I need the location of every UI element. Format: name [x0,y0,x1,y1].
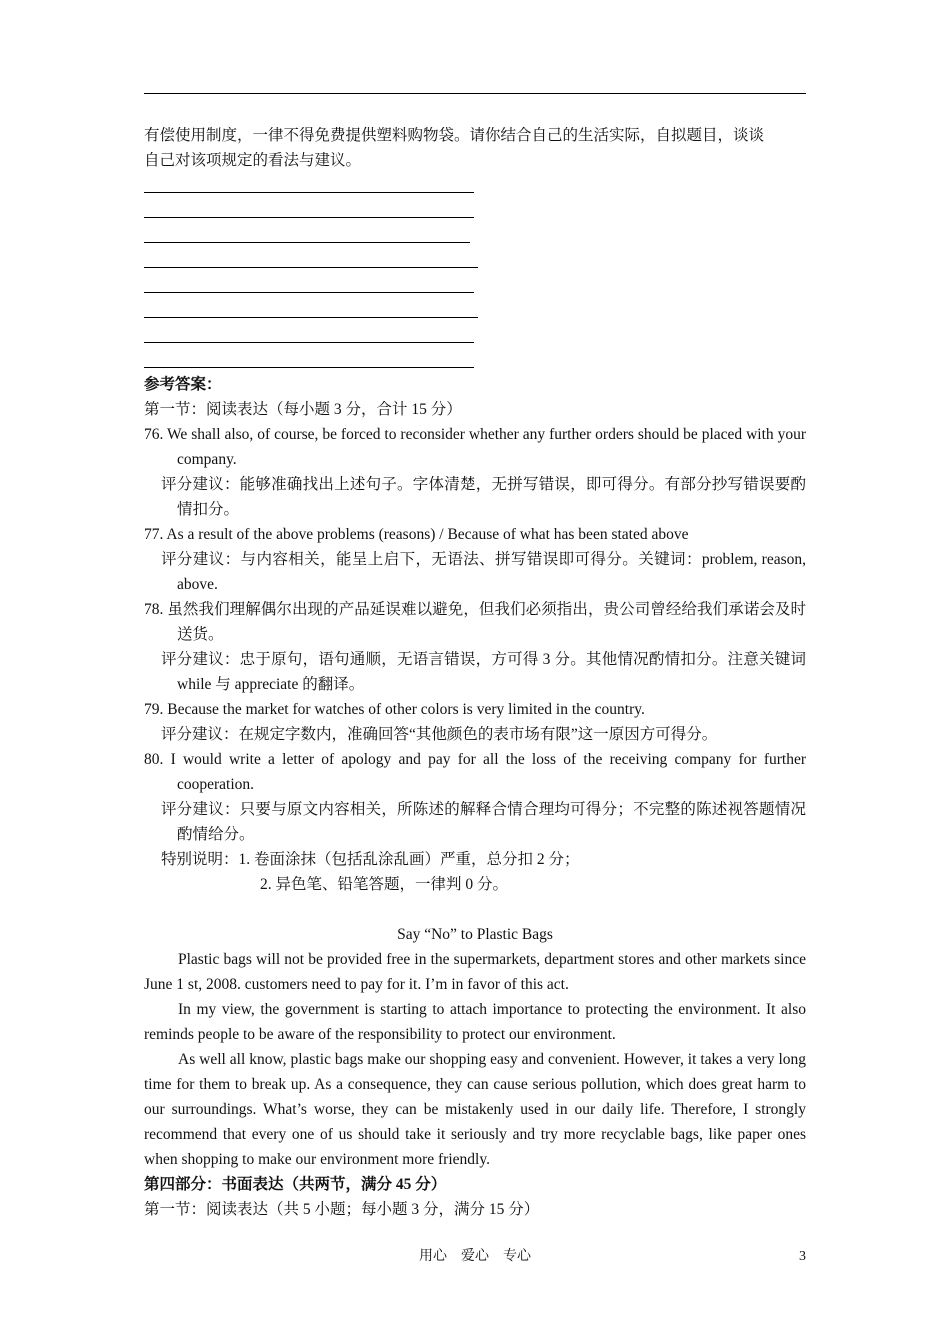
answer-79-note: 评分建议：在规定字数内，准确回答“其他颜色的表市场有限”这一原因方可得分。 [161,726,718,743]
answer-76-note: 评分建议：能够准确找出上述句子。字体清楚，无拼写错误，即可得分。有部分抄写错误要酌情扣分。 [161,476,806,518]
blank-line [144,242,470,243]
answer-78: 78. 虽然我们理解偶尔出现的产品延误难以避免，但我们必须指出，贵公司曾经给我们承诺会及时送货。 [144,601,806,643]
blank-line [144,292,474,293]
footer-motto: 用心 爱心 专心 [419,1249,531,1264]
part-4-section-1: 第一节：阅读表达（共 5 小题；每小题 3 分，满分 15 分） [144,1201,540,1218]
answer-77: 77. As a result of the above problems (reasons) / Because of what has been stated above [144,526,689,543]
answer-blank-lines [144,192,484,392]
essay-paragraph-1: Plastic bags will not be provided free in the supermarkets, department stores and other markets since June 1 st, 2008. customers need to pay for it. I’m in favor of this act. [144,951,806,993]
essay-paragraph-2: In my view, the government is starting to attach importance to protecting the environment. It also reminds people to be aware of the responsibility to protect our environment. [144,1001,806,1043]
blank-line [144,267,478,268]
prompt-line-1: 有偿使用制度，一律不得免费提供塑料购物袋。请你结合自己的生活实际，自拟题目，谈谈 [144,127,765,144]
special-note-1: 特别说明：1. 卷面涂抹（包括乱涂乱画）严重，总分扣 2 分； [161,851,580,868]
essay-title: Say “No” to Plastic Bags [397,926,553,943]
answer-76: 76. We shall also, of course, be forced to reconsider whether any further orders should be placed with your company. [144,426,806,468]
blank-line [144,342,474,343]
answer-78-note: 评分建议：忠于原句，语句通顺，无语言错误，方可得 3 分。其他情况酌情扣分。注意关键词 while 与 appreciate 的翻译。 [161,651,806,693]
special-note-2: 2. 异色笔、铅笔答题，一律判 0 分。 [260,876,509,893]
blank-line [144,317,478,318]
answer-80-note: 评分建议：只要与原文内容相关，所陈述的解释合情合理均可得分；不完整的陈述视答题情况酌情给分。 [161,801,806,843]
blank-line [144,192,474,193]
essay-paragraph-3: As well all know, plastic bags make our shopping easy and convenient. However, it takes a very long time for them to break up. As a consequence, they can cause serious pollution, which does great harm to our surroundings. What’s worse, they can be mistakenly used in our daily life. Therefore, I strongly recommend that every one of us should take it seriously and try more recyclable bags, like paper ones when shopping to make our environment more friendly. [144,1051,806,1168]
blank-line [144,217,474,218]
section-1-heading: 第一节：阅读表达（每小题 3 分，合计 15 分） [144,401,462,418]
top-rule [144,93,806,94]
page-number: 3 [799,1249,806,1264]
writing-prompt [144,123,806,173]
answer-79: 79. Because the market for watches of other colors is very limited in the country. [144,701,645,718]
answer-77-note: 评分建议：与内容相关，能呈上启下，无语法、拼写错误即可得分。关键词：problem, reason, above. [161,551,806,593]
answer-key [144,372,806,1222]
answer-key-heading: 参考答案： [144,376,222,393]
answer-80: 80. I would write a letter of apology and pay for all the loss of the receiving company for further cooperation. [144,751,806,793]
blank-line [144,367,474,368]
prompt-line-2: 自己对该项规定的看法与建议。 [144,152,362,169]
part-4-heading: 第四部分：书面表达（共两节，满分 45 分） [144,1176,447,1193]
